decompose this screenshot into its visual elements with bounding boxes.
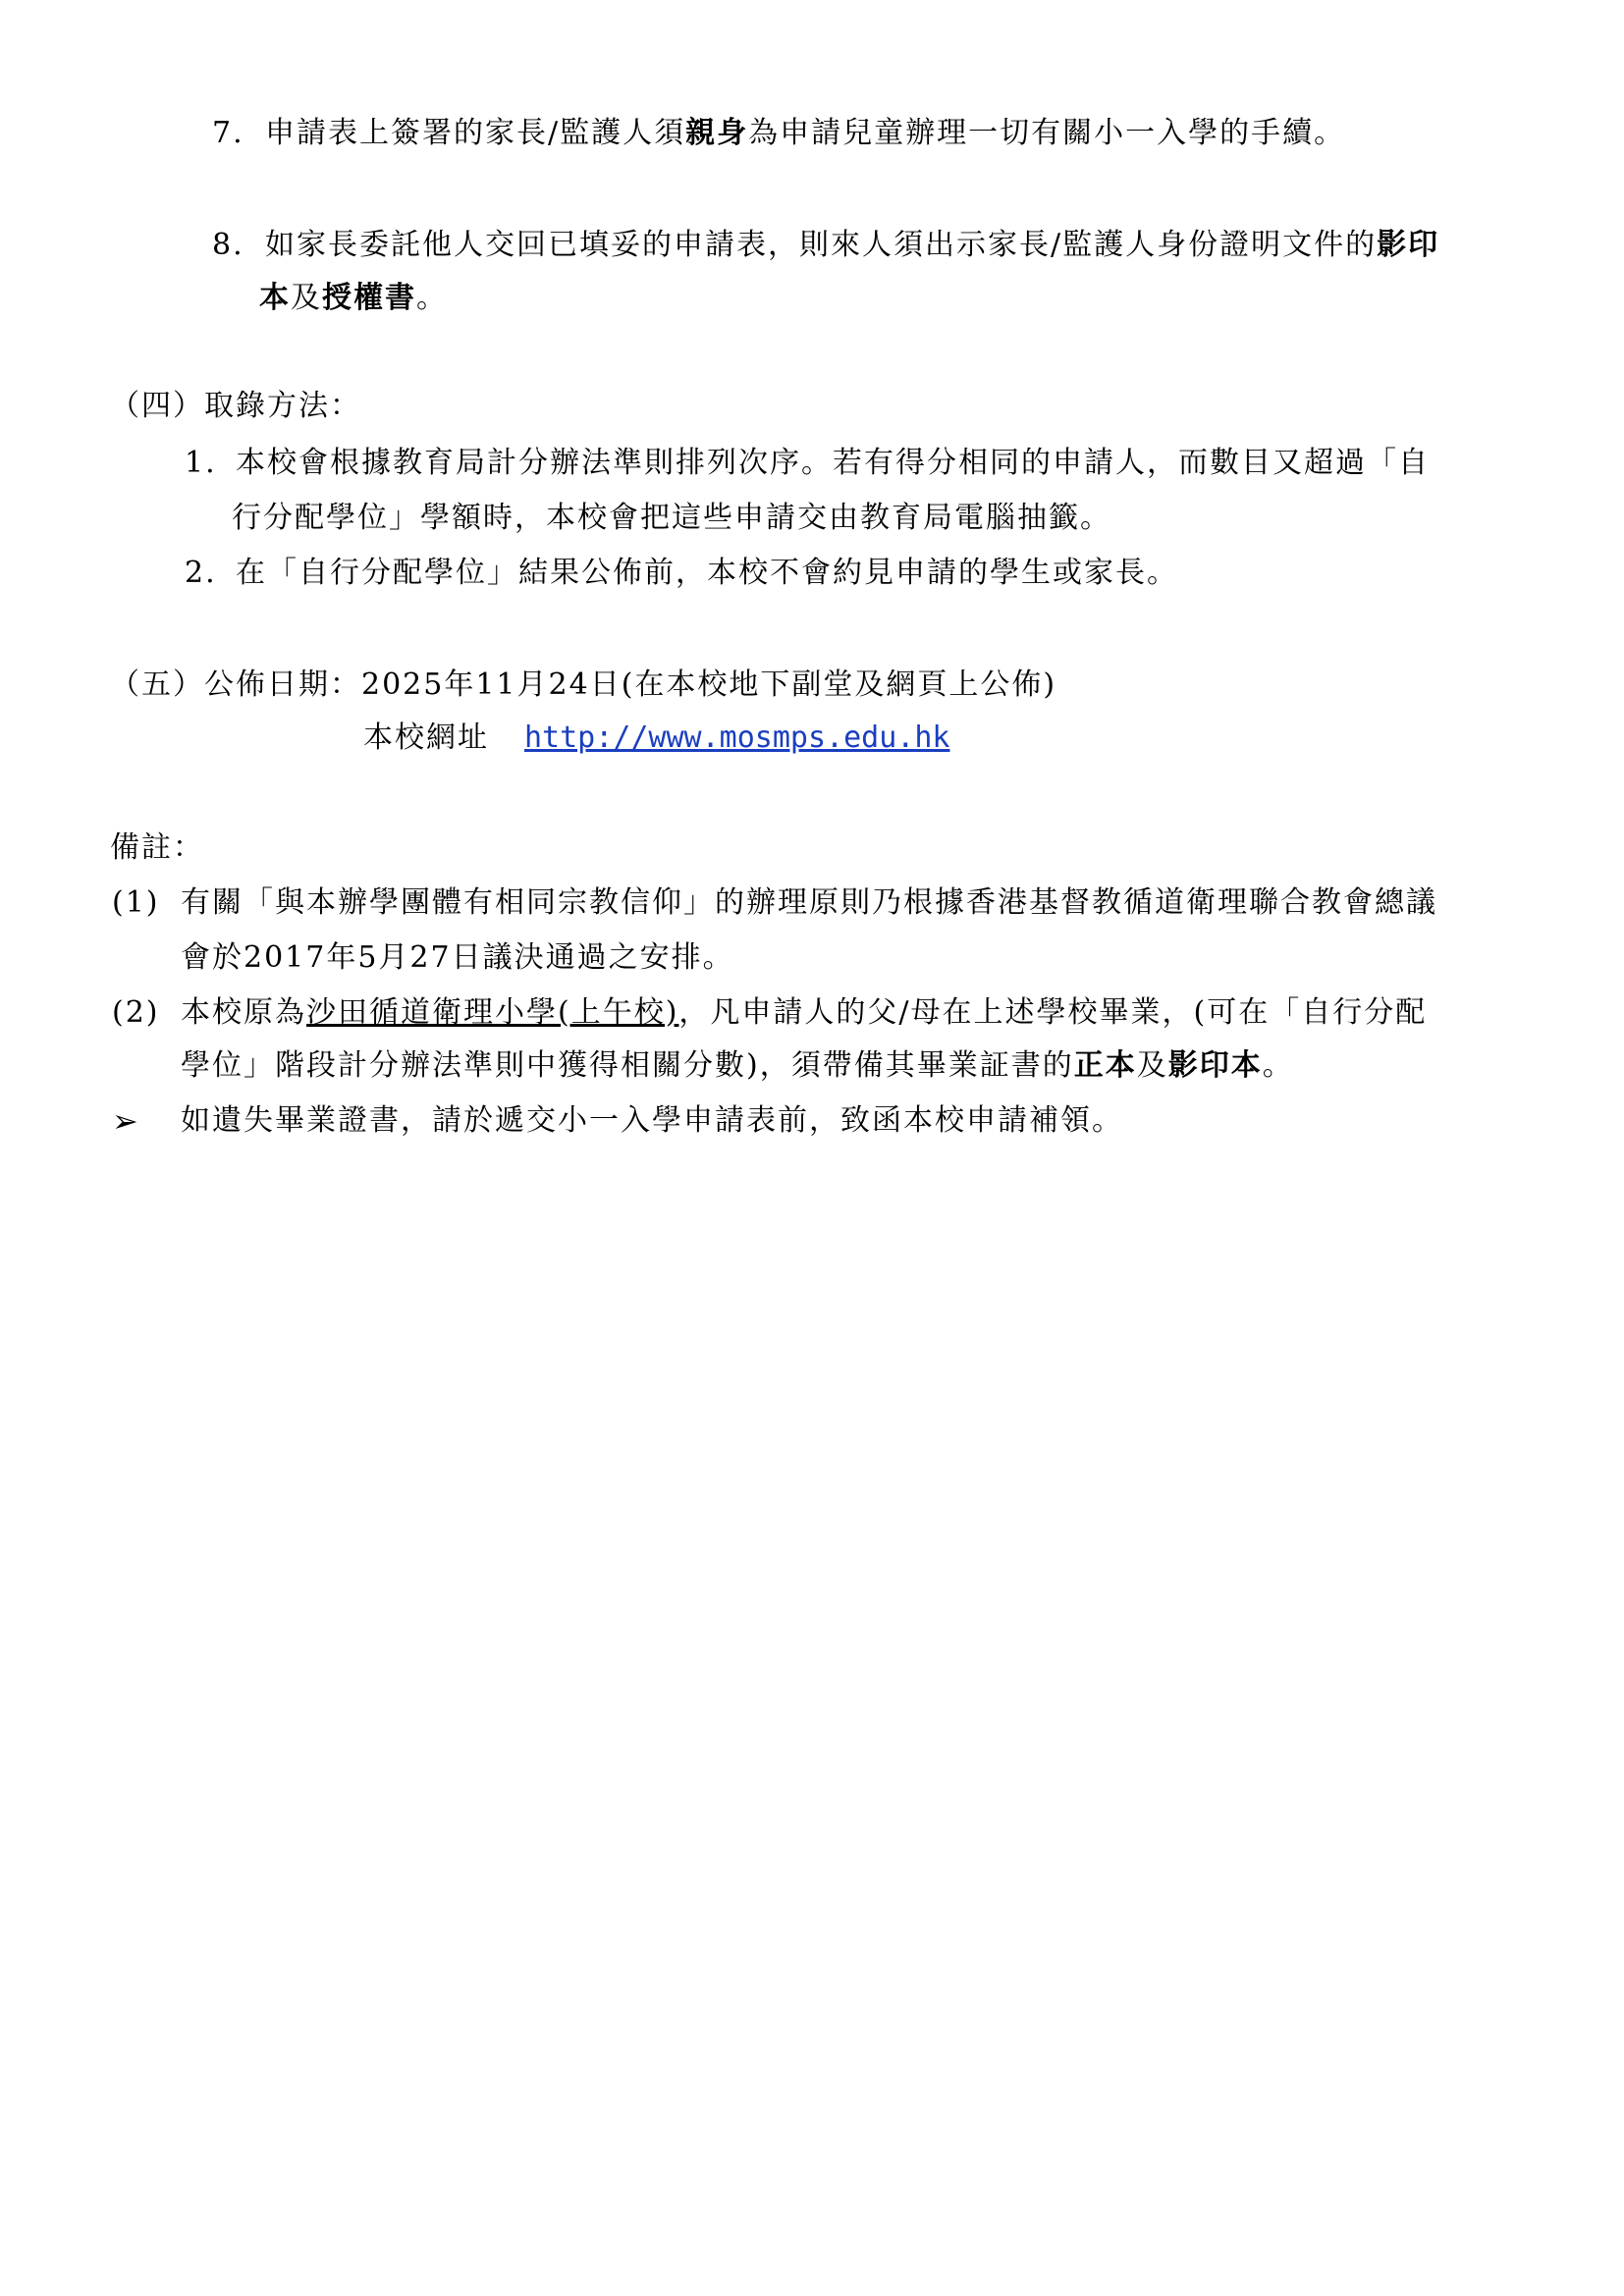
item8-number: 8. — [212, 228, 244, 262]
item8-line2-end: 。 — [416, 281, 448, 315]
bullet-arrow-icon: ➢ — [112, 1102, 138, 1140]
section4-item2-number: 2. — [185, 556, 217, 590]
item7-text — [265, 112, 1345, 155]
item8-line2-bold1: 本 — [259, 281, 291, 315]
remark2-line1 — [181, 991, 1427, 1035]
website-link[interactable]: http://www.mosmps.edu.hk — [524, 721, 950, 755]
remark2-pre: 本校原為 — [181, 995, 306, 1030]
section4-item2-line1: 在「自行分配學位」結果公佈前，本校不會約見申請的學生或家長。 — [236, 556, 1178, 590]
section4-item1-number: 1. — [185, 446, 217, 480]
remark2-line2-pre: 學位」階段計分辦法準則中獲得相關分數)，須帶備其畢業証書的 — [181, 1048, 1074, 1083]
remark2-bold2: 影印本 — [1167, 1048, 1263, 1083]
remark2-end: 。 — [1262, 1048, 1294, 1083]
remark1-line1: 有關「與本辦學團體有相同宗教信仰」的辦理原則乃根據香港基督教循道衛理聯合教會總議 — [181, 885, 1437, 920]
remarks-heading: 備註： — [110, 830, 204, 865]
item7-bold: 親身 — [685, 116, 749, 150]
remark-bullet-text: 如遺失畢業證書，請於遞交小一入學申請表前，致函本校申請補領。 — [181, 1103, 1123, 1138]
item8-line1-pre: 如家長委託他人交回已填妥的申請表，則來人須出示家長/監護人身份證明文件的 — [265, 228, 1378, 262]
section4-item1-line2: 行分配學位」學額時，本校會把這些申請交由教育局電腦抽籤。 — [232, 501, 1111, 535]
remark1-number: (1) — [112, 885, 160, 920]
section5-heading: （五）公佈日期：2025年11月24日(在本校地下副堂及網頁上公佈) — [110, 667, 1057, 702]
remark2-post: ，凡申請人的父/母在上述學校畢業，(可在「自行分配 — [678, 995, 1428, 1030]
item8-line1 — [265, 224, 1439, 267]
remark2-number: (2) — [112, 995, 160, 1030]
remark2-bold1: 正本 — [1073, 1048, 1137, 1083]
item8-line2-mid: 及 — [291, 281, 322, 315]
remark2-line2 — [181, 1044, 1294, 1088]
remark1-line2: 會於2017年5月27日議決通過之安排。 — [181, 940, 734, 975]
item8-line1-bold: 影印 — [1377, 228, 1440, 262]
item7-number: 7. — [212, 116, 244, 150]
remark2-mid: 及 — [1136, 1048, 1168, 1083]
item7-pre: 申請表上簽署的家長/監護人須 — [265, 116, 686, 150]
item7-post: 為申請兒童辦理一切有關小一入學的手續。 — [748, 116, 1346, 150]
section4-heading: （四）取錄方法： — [110, 389, 361, 423]
item8-line2 — [259, 277, 448, 320]
website-label: 本校網址 — [363, 721, 489, 755]
item8-line2-bold2: 授權書 — [322, 281, 416, 315]
section4-item1-line1: 本校會根據教育局計分辦法準則排列次序。若有得分相同的申請人，而數目又超過「自 — [236, 446, 1430, 480]
remark2-school-name: 沙田循道衛理小學(上午校) — [306, 995, 679, 1030]
